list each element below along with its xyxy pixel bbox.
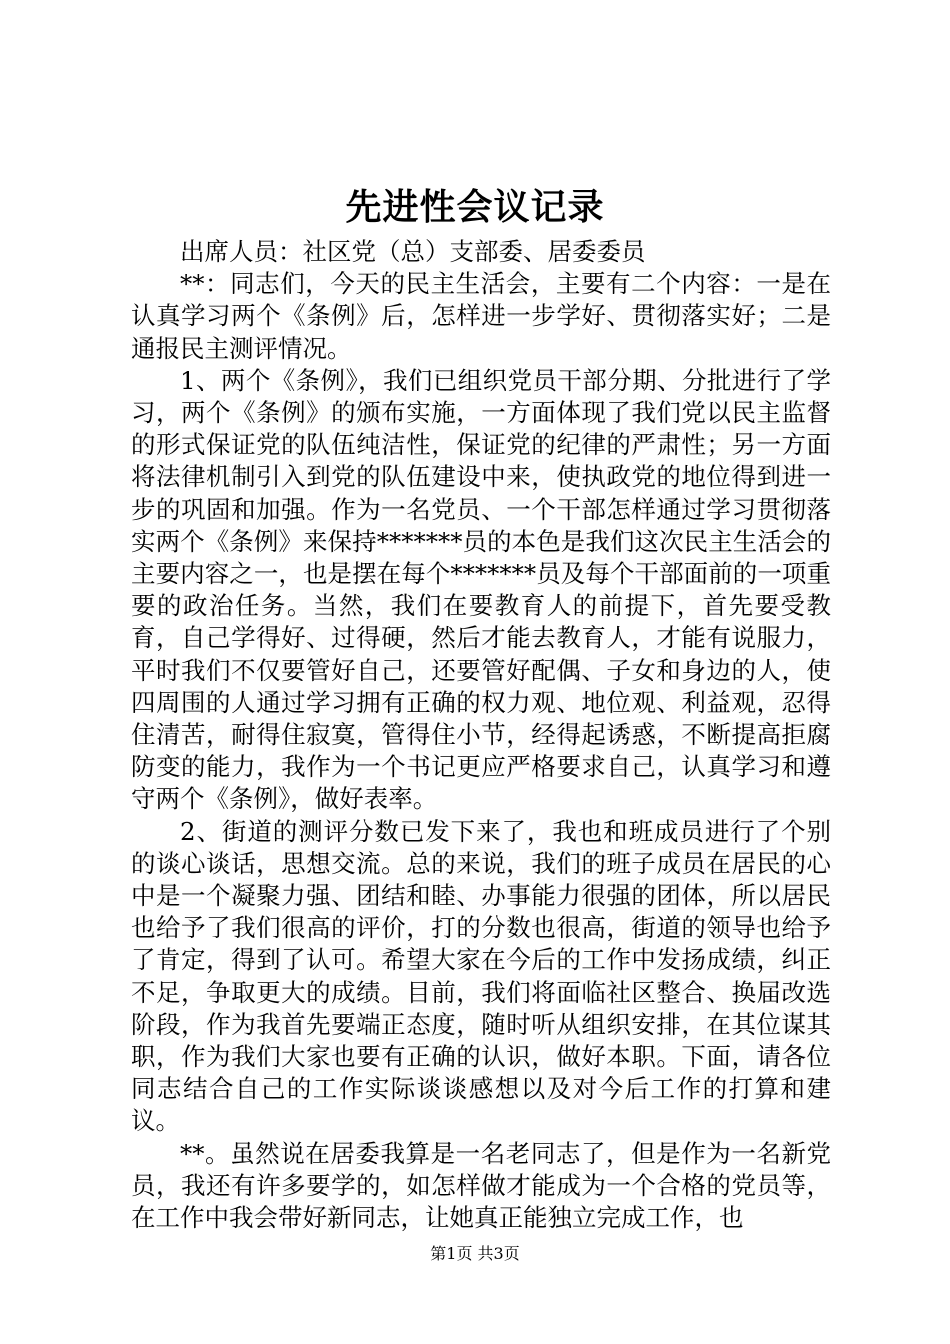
evaluation-paragraph: 2、街道的测评分数已发下来了，我也和班成员进行了个别的谈心谈话，思想交流。总的来说，我们的班子成员在居民的心中是一个凝聚力强、团结和睦、办事能力很强的团体，所以居民也给予了我们很高的评价，打的分数也很高，街道的领导也给予了肯定，得到了认可。希望大家在今后的工作中发扬成绩，纠正不足，争取更大的成绩。目前，我们将面临社区整合、换届改选阶段，作为我首先要端正态度，随时听从组织安排，在其位谋其职，作为我们大家也要有正确的认识，做好本职。下面，请各位同志结合自己的工作实际谈谈感想以及对今后工作的打算和建议。	[131, 816, 831, 1136]
member-remarks-paragraph: **。虽然说在居委我算是一名老同志了，但是作为一名新党员，我还有许多要学的，如怎样做才能成为一个合格的党员等，在工作中我会带好新同志，让她真正能独立完成工作，也	[131, 1138, 831, 1233]
attendees-paragraph: 出席人员：社区党（总）支部委、居委委员	[180, 237, 646, 266]
regulations-paragraph: 1、两个《条例》，我们已组织党员干部分期、分批进行了学习，两个《条例》的颁布实施，一方面体现了我们党以民主监督的形式保证党的队伍纯洁性，保证党的纪律的严肃性；另一方面将法律机制引入到党的队伍建设中来，使执政党的地位得到进一步的巩固和加强。作为一名党员、一个干部怎样通过学习贯彻落实两个《条例》来保持*******员的本色是我们这次民主生活会的主要内容之一，也是摆在每个*******员及每个干部面前的一项重要的政治任务。当然，我们在要教育人的前提下，首先要受教育，自己学得好、过得硬，然后才能去教育人，才能有说服力，平时我们不仅要管好自己，还要管好配偶、子女和身边的人，使四周围的人通过学习拥有正确的权力观、地位观、利益观，忍得住清苦，耐得住寂寞，管得住小节，经得起诱惑，不断提高拒腐防变的能力，我作为一个书记更应严格要求自己，认真学习和遵守两个《条例》，做好表率。	[131, 365, 831, 814]
document-title: 先进性会议记录	[345, 186, 605, 228]
opening-paragraph: **：同志们，今天的民主生活会，主要有二个内容：一是在认真学习两个《条例》后，怎样进一步学好、贯彻落实好；二是通报民主测评情况。	[131, 269, 831, 363]
document-body	[131, 236, 831, 1234]
page-number-footer: 第1页 共3页	[430, 1244, 520, 1263]
